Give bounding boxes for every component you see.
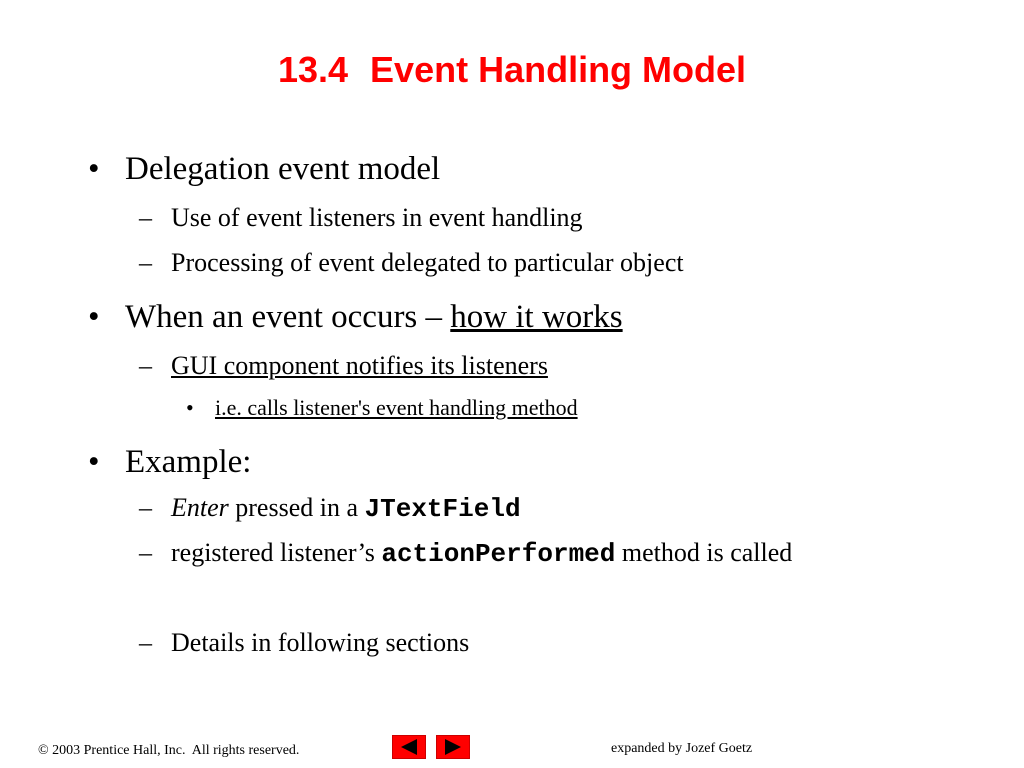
slide-title-text: Event Handling Model	[370, 49, 747, 90]
dash-marker: –	[139, 203, 152, 232]
dash-marker: –	[139, 248, 152, 277]
dash-marker: –	[139, 493, 152, 522]
dash-marker: –	[139, 628, 152, 657]
bullet-text: Delegation event model	[125, 151, 441, 187]
listener-text: registered listener’s	[171, 538, 382, 567]
sub-bullet-text	[171, 492, 521, 525]
bullet-text	[125, 297, 623, 337]
pressed-text: pressed in a	[228, 493, 365, 522]
method-called-text: method is called	[615, 538, 793, 567]
how-it-works-link[interactable]: how it works	[450, 299, 623, 335]
bullet-marker: •	[88, 151, 100, 187]
copyright-notice	[38, 742, 299, 760]
left-arrow-icon	[393, 736, 425, 758]
jtextfield-code: JTextField	[364, 494, 521, 524]
actionperformed-code: actionPerformed	[381, 539, 616, 569]
gui-notifies-link[interactable]: GUI component notifies its listeners	[171, 351, 548, 380]
bullet-marker: •	[88, 299, 100, 335]
copyright-text: 2003 Prentice Hall, Inc. All rights reserved.	[48, 743, 300, 758]
bullet-text-prefix: When an event occurs –	[125, 299, 451, 335]
bullet-marker: •	[186, 395, 194, 420]
bullet-marker: •	[88, 444, 100, 480]
sub-bullet-text	[171, 537, 792, 570]
copyright-symbol: ©	[38, 743, 49, 758]
enter-key-text: Enter	[171, 493, 229, 522]
slide-number: 13.4	[277, 49, 349, 90]
right-arrow-icon	[437, 736, 469, 758]
sub-bullet-text: Processing of event delegated to particular object	[171, 248, 684, 277]
sub-bullet-text: Details in following sections	[171, 628, 470, 657]
author-credit: expanded by Jozef Goetz	[611, 741, 753, 756]
bullet-text: Example:	[125, 444, 252, 480]
next-slide-button[interactable]	[436, 735, 470, 759]
calls-method-link[interactable]: i.e. calls listener's event handling method	[215, 395, 578, 420]
dash-marker: –	[139, 538, 152, 567]
previous-slide-button[interactable]	[392, 735, 426, 759]
sub-bullet-text: Use of event listeners in event handling	[171, 203, 583, 232]
dash-marker: –	[139, 351, 152, 380]
